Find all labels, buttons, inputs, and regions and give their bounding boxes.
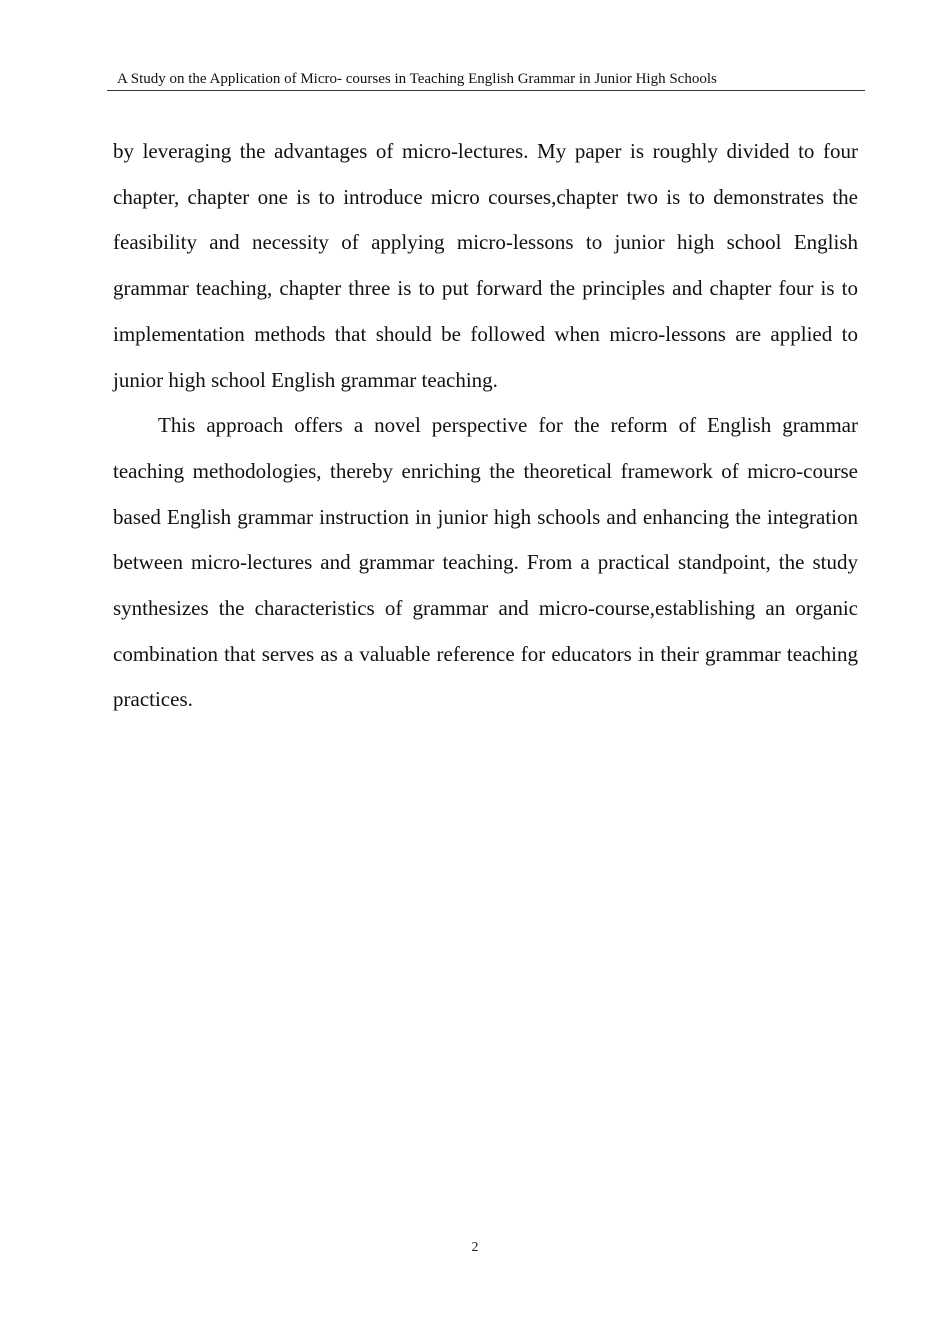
- paragraph-approach: This approach offers a novel perspective for the reform of English grammar teaching methodologies, thereby enriching the theoretical framework of micro-course based English grammar instruction in junior high schools and enhancing the integration between micro-lectures and grammar teaching. From a practical standpoint, the study synthesizes the characteristics of grammar and micro-course,establishing an organic combination that serves as a valuable reference for educators in their grammar teaching practices.: [113, 413, 858, 712]
- running-header: [107, 69, 865, 91]
- paragraph-continued: by leveraging the advantages of micro-lectures. My paper is roughly divided to four chapter, chapter one is to introduce micro courses,chapter two is to demonstrates the feasibility and necessity of applying micro-lessons to junior high school English grammar teaching, chapter three is to put forward the principles and chapter four is to implementation methods that should be followed when micro-lessons are applied to junior high school English grammar teaching.: [113, 139, 858, 392]
- page-number: 2: [471, 1240, 479, 1255]
- running-header-title: A Study on the Application of Micro- courses in Teaching English Grammar in Junior High Schools: [117, 71, 717, 87]
- body-text: [113, 129, 858, 723]
